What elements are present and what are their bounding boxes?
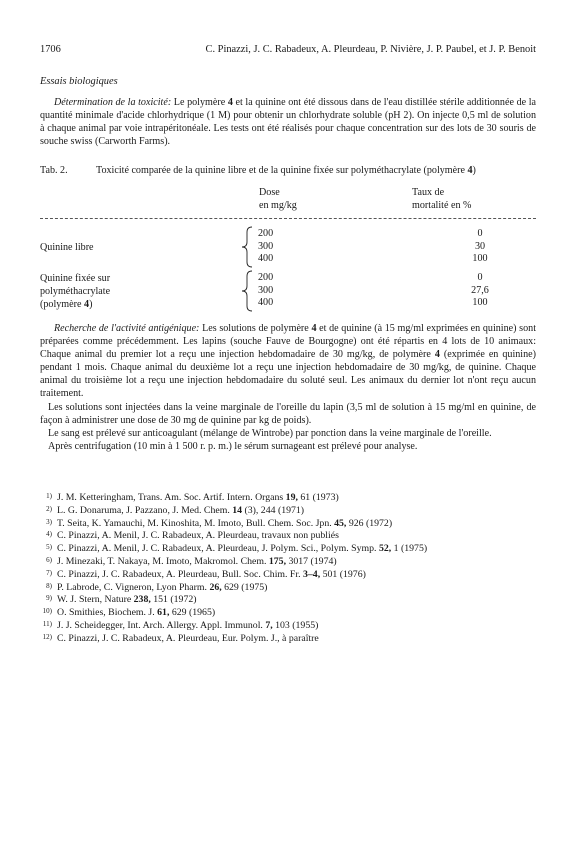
reference-number: 3): [46, 517, 52, 526]
section-title: Essais biologiques: [40, 76, 118, 87]
reference-text: C. Pinazzi, A. Menil, J. C. Rabadeux, A. Pleurdeau, J. Polym. Sci., Polym. Symp. 52, 1 (1975): [57, 543, 428, 555]
reference-item: [40, 620, 540, 633]
reference-text: P. Labrode, C. Vigneron, Lyon Pharm. 26, 629 (1975): [57, 581, 268, 593]
brace-icon: [241, 270, 253, 312]
reference-text: J. J. Scheidegger, Int. Arch. Allergy. Appl. Immunol. 7, 103 (1955): [57, 619, 319, 631]
reference-item: [40, 582, 540, 595]
table-row-group: [40, 270, 536, 312]
paragraph-lead: Recherche de l'activité antigénique:: [54, 323, 200, 334]
dose-values: 200 300 400: [258, 272, 274, 309]
table-caption: Tab. 2. Toxicité comparée de la quinine libre et de la quinine fixée sur polyméthacrylate (polymère 4): [40, 165, 476, 176]
header-authors: C. Pinazzi, J. C. Rabadeux, A. Pleurdeau, P. Nivière, J. P. Paubel, et J. P. Benoit: [205, 44, 536, 55]
reference-item: [40, 505, 540, 518]
mortality-values: 0 30 100: [472, 228, 488, 265]
reference-item: [40, 543, 540, 556]
reference-item: [40, 492, 540, 505]
antigenic-activity-paragraph: Recherche de l'activité antigénique: Les solutions de polymère 4 et de quinine (à 15 mg/ml exprimées en quinine) sont préparées comme précédemment. Les lapins (souche Fauve de Bourgogne) ont été répartis en 4 lots de 10 animaux: Chaque animal du premier lot a reçu une injection hebdomadaire de 30 mg/kg, de polymère 4 (exprimée en quinine) pendant 1 mois. Chaque animal du deuxième lot a reçu une injection hebdomadaire de 30 mg/kg, de quinine. Chaque animal du troisième lot a reçu une injection hebdomadaire du soluté seul. Les animaux du dernier lot n'ont reçu aucun traitement. Les solutions sont injectées dans la veine marginale de l'oreille du lapin (3,5 ml de solution à 15 mg/ml en quinine, de façon à administrer une dose de 30 mg de quinine par kg de poids). Le sang est prélevé sur anticoagulant (mélange de Wintrobe) par ponction dans la veine marginale de l'oreille. Après centrifugation (10 min à 1 500 r. p. m.) le sérum surnageant est prélevé pour analyse.: [40, 323, 536, 452]
reference-item: [40, 633, 540, 646]
reference-number: 11): [42, 619, 52, 628]
page-number: 1706: [40, 44, 61, 55]
reference-number: 4): [46, 530, 52, 539]
reference-text: T. Seita, K. Yamauchi, M. Kinoshita, M. Imoto, Bull. Chem. Soc. Jpn. 45, 926 (1972): [57, 517, 393, 529]
dose-values: 200 300 400: [258, 228, 274, 265]
row-label: Quinine libre: [40, 242, 94, 253]
reference-item: [40, 569, 540, 582]
reference-item: [40, 530, 540, 543]
table-number: Tab. 2.: [40, 165, 68, 176]
reference-number: 5): [46, 543, 52, 552]
column-header-dose: Dose en mg/kg: [259, 187, 297, 211]
reference-text: L. G. Donaruma, J. Pazzano, J. Med. Chem. 14 (3), 244 (1971): [57, 504, 305, 516]
reference-number: 6): [46, 555, 52, 564]
brace-icon: [241, 226, 253, 268]
reference-text: J. M. Ketteringham, Trans. Am. Soc. Artif. Intern. Organs 19, 61 (1973): [57, 492, 339, 503]
references-list: [40, 492, 540, 646]
mortality-values: 0 27,6 100: [471, 272, 489, 309]
reference-text: O. Smithies, Biochem. J. 61, 629 (1965): [57, 607, 216, 619]
reference-item: [40, 607, 540, 620]
toxicity-paragraph: Détermination de la toxicité: Le polymère 4 et la quinine ont été dissous dans de l'eau distillée stérile additionnée de la quantité minimale d'acide chlorhydrique (1 M) pour obtenir un chlorhydrate soluble (pH 2). On injecte 0,5 ml de solution à chaque animal par voie intrapéritonéale. Les tests ont été réalisés pour chaque concentration sur des lots de 30 souris de souche swiss (Carworth Farms).: [40, 97, 536, 148]
reference-number: 7): [46, 568, 52, 577]
reference-text: W. J. Stern, Nature 238, 151 (1972): [57, 594, 197, 606]
reference-number: 1): [46, 492, 52, 500]
reference-text: C. Pinazzi, A. Menil, J. C. Rabadeux, A. Pleurdeau, travaux non publiés: [57, 530, 339, 542]
column-header-mortality: Taux de mortalité en %: [412, 187, 472, 211]
reference-number: 10): [42, 607, 52, 616]
reference-item: [40, 556, 540, 569]
reference-number: 12): [42, 632, 52, 641]
reference-number: 9): [46, 594, 52, 603]
running-header: [40, 44, 536, 58]
reference-text: C. Pinazzi, J. C. Rabadeux, A. Pleurdeau, Bull. Soc. Chim. Fr. 3–4, 501 (1976): [57, 568, 366, 580]
table-row-group: [40, 226, 536, 268]
paragraph-lead: Détermination de la toxicité:: [54, 97, 172, 108]
reference-item: [40, 518, 540, 531]
reference-text: J. Minezaki, T. Nakaya, M. Imoto, Makromol. Chem. 175, 3017 (1974): [57, 555, 337, 567]
reference-number: 8): [46, 581, 52, 590]
row-label: Quinine fixée sur polyméthacrylate (polymère 4): [40, 273, 111, 310]
reference-text: C. Pinazzi, J. C. Rabadeux, A. Pleurdeau, Eur. Polym. J., à paraître: [57, 632, 319, 644]
reference-number: 2): [46, 504, 52, 513]
table-rule: [40, 218, 536, 219]
reference-item: [40, 594, 540, 607]
